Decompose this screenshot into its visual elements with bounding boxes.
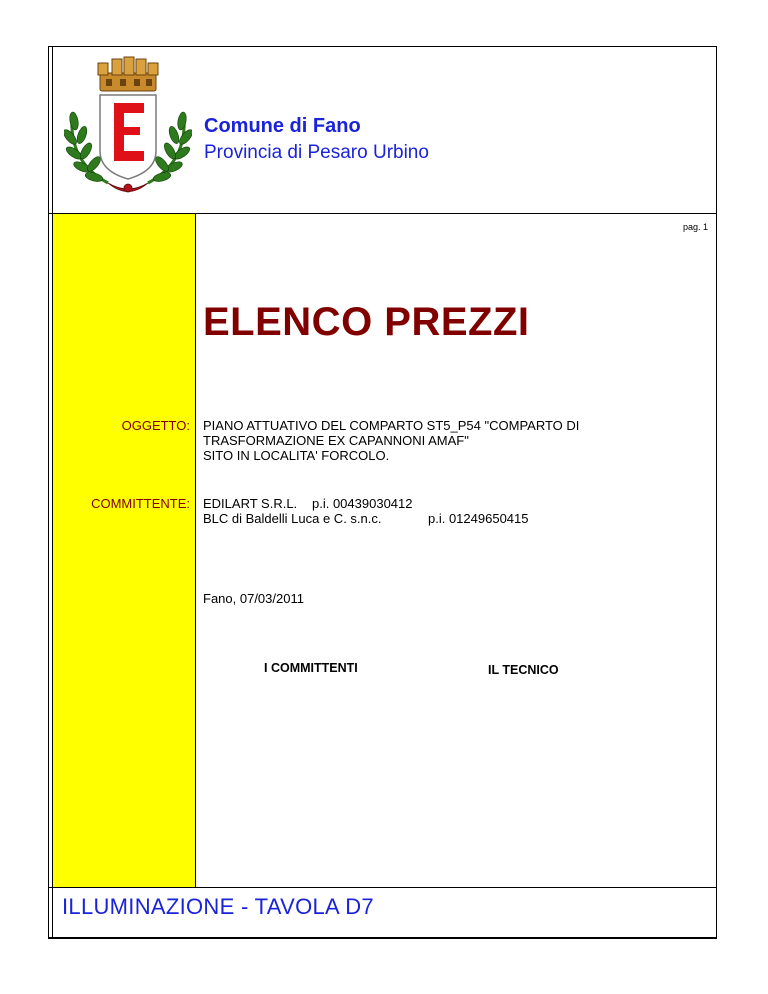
signature-committenti-label: I COMMITTENTI [264, 661, 358, 675]
oggetto-line: SITO IN LOCALITA' FORCOLO. [203, 448, 390, 463]
committente-row [203, 496, 528, 511]
oggetto-line: PIANO ATTUATIVO DEL COMPARTO ST5_P54 "COMPARTO DI [203, 418, 580, 433]
committente-name: EDILART S.R.L. [203, 496, 298, 511]
oggetto-text [203, 418, 693, 463]
oggetto-label: OGGETTO: [121, 418, 190, 433]
signature-tecnico-label: IL TECNICO [488, 663, 559, 677]
committente-piva: p.i. 01249650415 [428, 511, 529, 526]
committente-label: COMMITTENTE: [91, 496, 190, 511]
document-title: ELENCO PREZZI [203, 300, 530, 344]
footer-title: ILLUMINAZIONE - TAVOLA D7 [62, 894, 374, 919]
document-date: Fano, 07/03/2011 [203, 591, 304, 606]
oggetto-line: TRASFORMAZIONE EX CAPANNONI AMAF" [203, 433, 469, 448]
committente-name: BLC di Baldelli Luca e C. s.n.c. [203, 511, 382, 526]
yellow-sidebar [53, 214, 196, 887]
org-name: Comune di Fano [204, 115, 361, 137]
committente-piva: p.i. 00439030412 [312, 496, 413, 511]
coat-of-arms-icon [64, 55, 192, 200]
committente-list [203, 496, 528, 526]
frame-left-line-outer [48, 46, 49, 938]
page-number: pag. 1 [682, 222, 708, 232]
org-province: Provincia di Pesaro Urbino [204, 142, 429, 163]
committente-row [203, 511, 528, 526]
footer-divider [48, 887, 717, 888]
